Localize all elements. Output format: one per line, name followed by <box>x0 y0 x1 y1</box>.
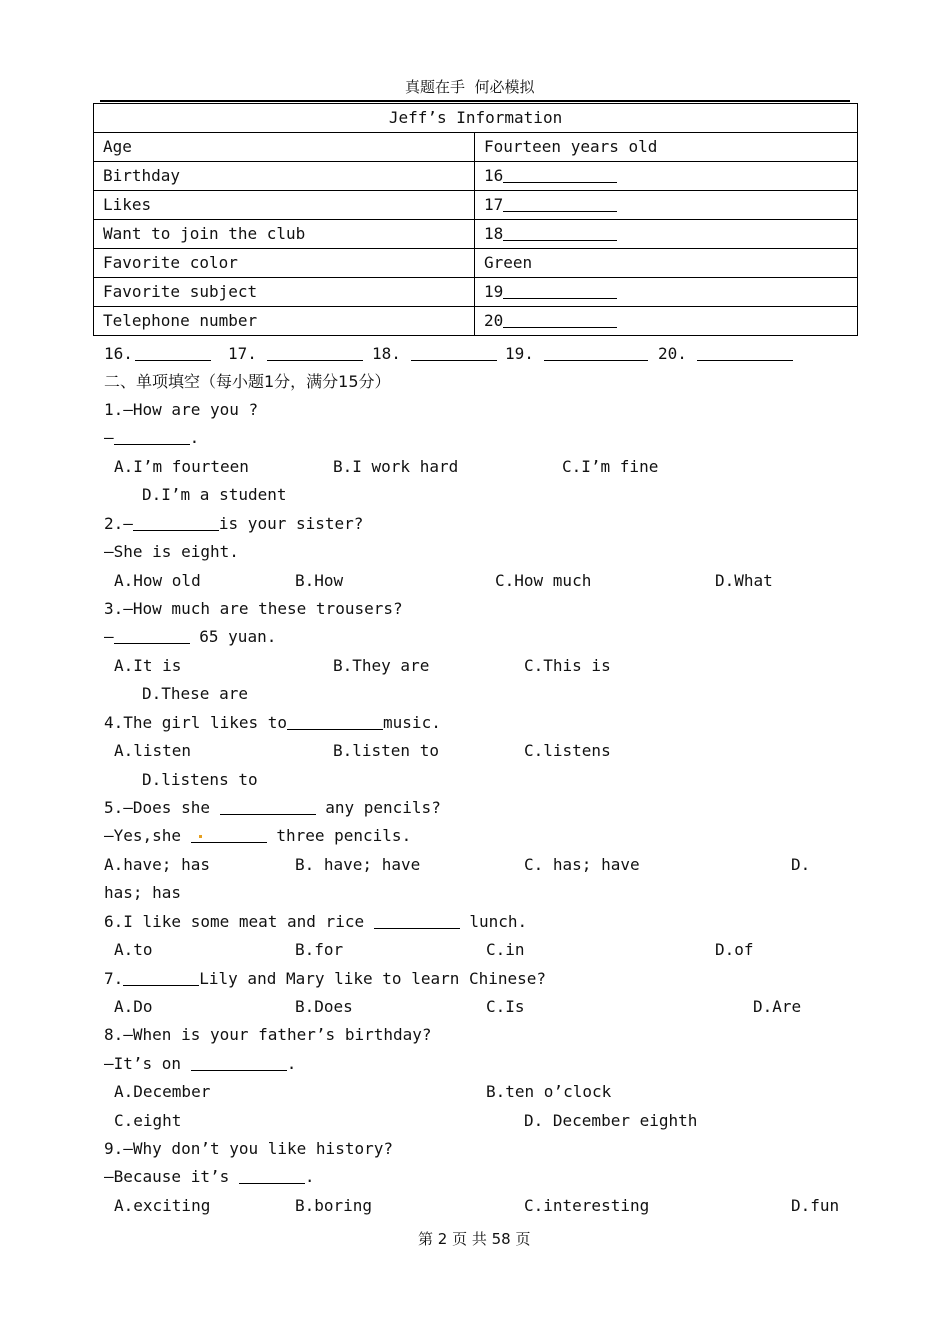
option-c: C.in <box>486 940 525 959</box>
question-9-reply: —Because it’s . <box>104 1167 315 1186</box>
question-9-stem: 9.—Why don’t you like history? <box>104 1139 393 1158</box>
question-5-reply: —Yes,she three pencils. <box>104 826 412 845</box>
option-b: B. have; have <box>295 855 421 874</box>
row-label: Birthday <box>94 162 475 191</box>
option-a: A.exciting <box>114 1196 211 1215</box>
row-label: Likes <box>94 191 475 220</box>
question-2-reply: —She is eight. <box>104 542 239 561</box>
row-value: 18 <box>475 220 858 249</box>
table-row <box>94 307 858 336</box>
table-title: Jeff’s Information <box>94 104 858 133</box>
option-c: C.interesting <box>524 1196 650 1215</box>
question-1-reply: — . <box>104 428 200 447</box>
table-row <box>94 278 858 307</box>
option-c: C.Is <box>486 997 525 1016</box>
question-6-stem: 6.I like some meat and rice lunch. <box>104 912 528 931</box>
question-7-stem: 7. Lily and Mary like to learn Chinese? <box>104 969 547 988</box>
option-d: D.I’m a student <box>142 485 287 504</box>
option-b: B.for <box>295 940 344 959</box>
question-3-stem: 3.—How much are these trousers? <box>104 599 403 618</box>
table-row <box>94 220 858 249</box>
table-row <box>94 133 858 162</box>
answer-blank <box>503 195 617 212</box>
row-label: Telephone number <box>94 307 475 336</box>
option-d: D.Are <box>753 997 802 1016</box>
page-header: 真题在手 何必模拟 <box>405 78 535 96</box>
table-row <box>94 249 858 278</box>
answer-18: 18. <box>372 344 497 364</box>
row-value: 19 <box>475 278 858 307</box>
answer-19: 19. <box>505 344 648 364</box>
option-c: C.eight <box>114 1111 182 1130</box>
option-a: A.to <box>114 940 153 959</box>
option-c: C.I’m fine <box>562 457 659 476</box>
row-label: Favorite color <box>94 249 475 278</box>
answer-blank <box>503 166 617 183</box>
question-4-stem: 4.The girl likes to music. <box>104 713 441 732</box>
option-a: A.I’m fourteen <box>114 457 249 476</box>
option-d: D.fun <box>791 1196 840 1215</box>
answer-20: 20. <box>658 344 793 364</box>
option-d: D. December eighth <box>524 1111 698 1130</box>
row-label: Favorite subject <box>94 278 475 307</box>
info-table <box>93 103 858 336</box>
section-title: 二、单项填空（每小题1分，满分15分） <box>104 372 391 391</box>
option-c: C.This is <box>524 656 611 675</box>
option-a: A.have; has <box>104 855 210 874</box>
row-value: 20 <box>475 307 858 336</box>
option-a: A.listen <box>114 741 192 760</box>
option-d: D. <box>791 855 811 874</box>
page-footer: 第 2 页 共 58 页 <box>418 1230 531 1248</box>
answer-line: 16. <box>104 344 211 364</box>
question-3-reply: — 65 yuan. <box>104 627 277 646</box>
option-b: B.ten o’clock <box>486 1082 612 1101</box>
option-b: B.They are <box>333 656 430 675</box>
row-label: Age <box>94 133 475 162</box>
question-5-stem: 5.—Does she any pencils? <box>104 798 441 817</box>
row-label: Want to join the club <box>94 220 475 249</box>
option-d-cont: has; has <box>104 883 182 902</box>
row-value: 17 <box>475 191 858 220</box>
answer-blank <box>503 224 617 241</box>
table-header-row <box>94 104 858 133</box>
option-b: B.How <box>295 571 344 590</box>
option-a: A.December <box>114 1082 211 1101</box>
table-row <box>94 191 858 220</box>
answer-blank <box>503 311 617 328</box>
option-b: B.I work hard <box>333 457 459 476</box>
option-b: B.Does <box>295 997 353 1016</box>
question-1-stem: 1.—How are you ? <box>104 400 259 419</box>
option-d: D.What <box>715 571 773 590</box>
option-d: D.These are <box>142 684 248 703</box>
answer-blank <box>503 282 617 299</box>
option-a: A.Do <box>114 997 153 1016</box>
option-b: B.listen to <box>333 741 439 760</box>
option-d: D.listens to <box>142 770 258 789</box>
row-value: Fourteen years old <box>475 133 858 162</box>
header-rule <box>100 100 850 102</box>
row-value: 16 <box>475 162 858 191</box>
option-a: A.How old <box>114 571 201 590</box>
answer-17: 17. <box>228 344 363 364</box>
option-c: C. has; have <box>524 855 640 874</box>
option-c: C.listens <box>524 741 611 760</box>
option-c: C.How much <box>495 571 592 590</box>
option-d: D.of <box>715 940 754 959</box>
row-value: Green <box>475 249 858 278</box>
question-8-reply: —It’s on . <box>104 1054 297 1073</box>
question-8-stem: 8.—When is your father’s birthday? <box>104 1025 432 1044</box>
option-b: B.boring <box>295 1196 373 1215</box>
option-a: A.It is <box>114 656 182 675</box>
question-2-stem: 2.— is your sister? <box>104 514 364 533</box>
table-row <box>94 162 858 191</box>
